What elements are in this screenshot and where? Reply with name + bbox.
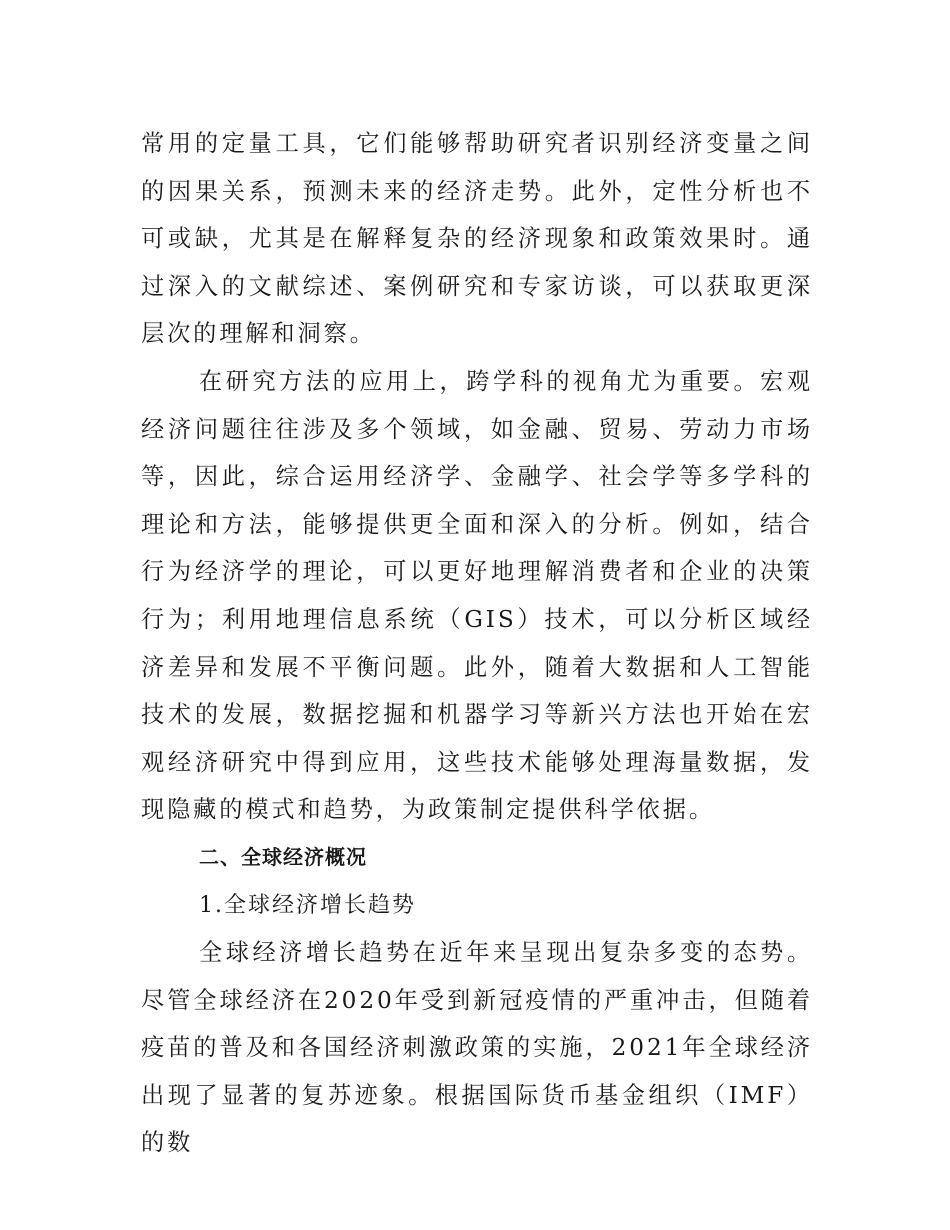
paragraph-interdisciplinary: 在研究方法的应用上，跨学科的视角尤为重要。宏观经济问题往往涉及多个领域，如金融、贸易、劳动力市场等，因此，综合运用经济学、金融学、社会学等多学科的理论和方法，能够提供更全面和深入的分析。例如，结合行为经济学的理论，可以更好地理解消费者和企业的决策行为；利用地理信息系统（GIS）技术，可以分析区域经济差异和发展不平衡问题。此外，随着大数据和人工智能技术的发展，数据挖掘和机器学习等新兴方法也开始在宏观经济研究中得到应用，这些技术能够处理海量数据，发现隐藏的模式和趋势，为政策制定提供科学依据。 bbox=[141, 367, 813, 824]
section-heading: 二、全球经济概况 bbox=[199, 844, 367, 869]
document-page bbox=[141, 120, 813, 1167]
paragraph-growth-trend: 全球经济增长趋势在近年来呈现出复杂多变的态势。尽管全球经济在2020年受到新冠疫情的严重冲击，但随着疫苗的普及和各国经济刺激政策的实施，2021年全球经济出现了显著的复苏迹象。根据国际货币基金组织（IMF）的数 bbox=[141, 939, 813, 1157]
subsection-heading: 1.全球经济增长趋势 bbox=[199, 892, 416, 918]
paragraph-methods-continued: 常用的定量工具，它们能够帮助研究者识别经济变量之间的因果关系，预测未来的经济走势。此外，定性分析也不可或缺，尤其是在解释复杂的经济现象和政策效果时。通过深入的文献综述、案例研究和专家访谈，可以获取更深层次的理解和洞察。 bbox=[141, 130, 813, 348]
